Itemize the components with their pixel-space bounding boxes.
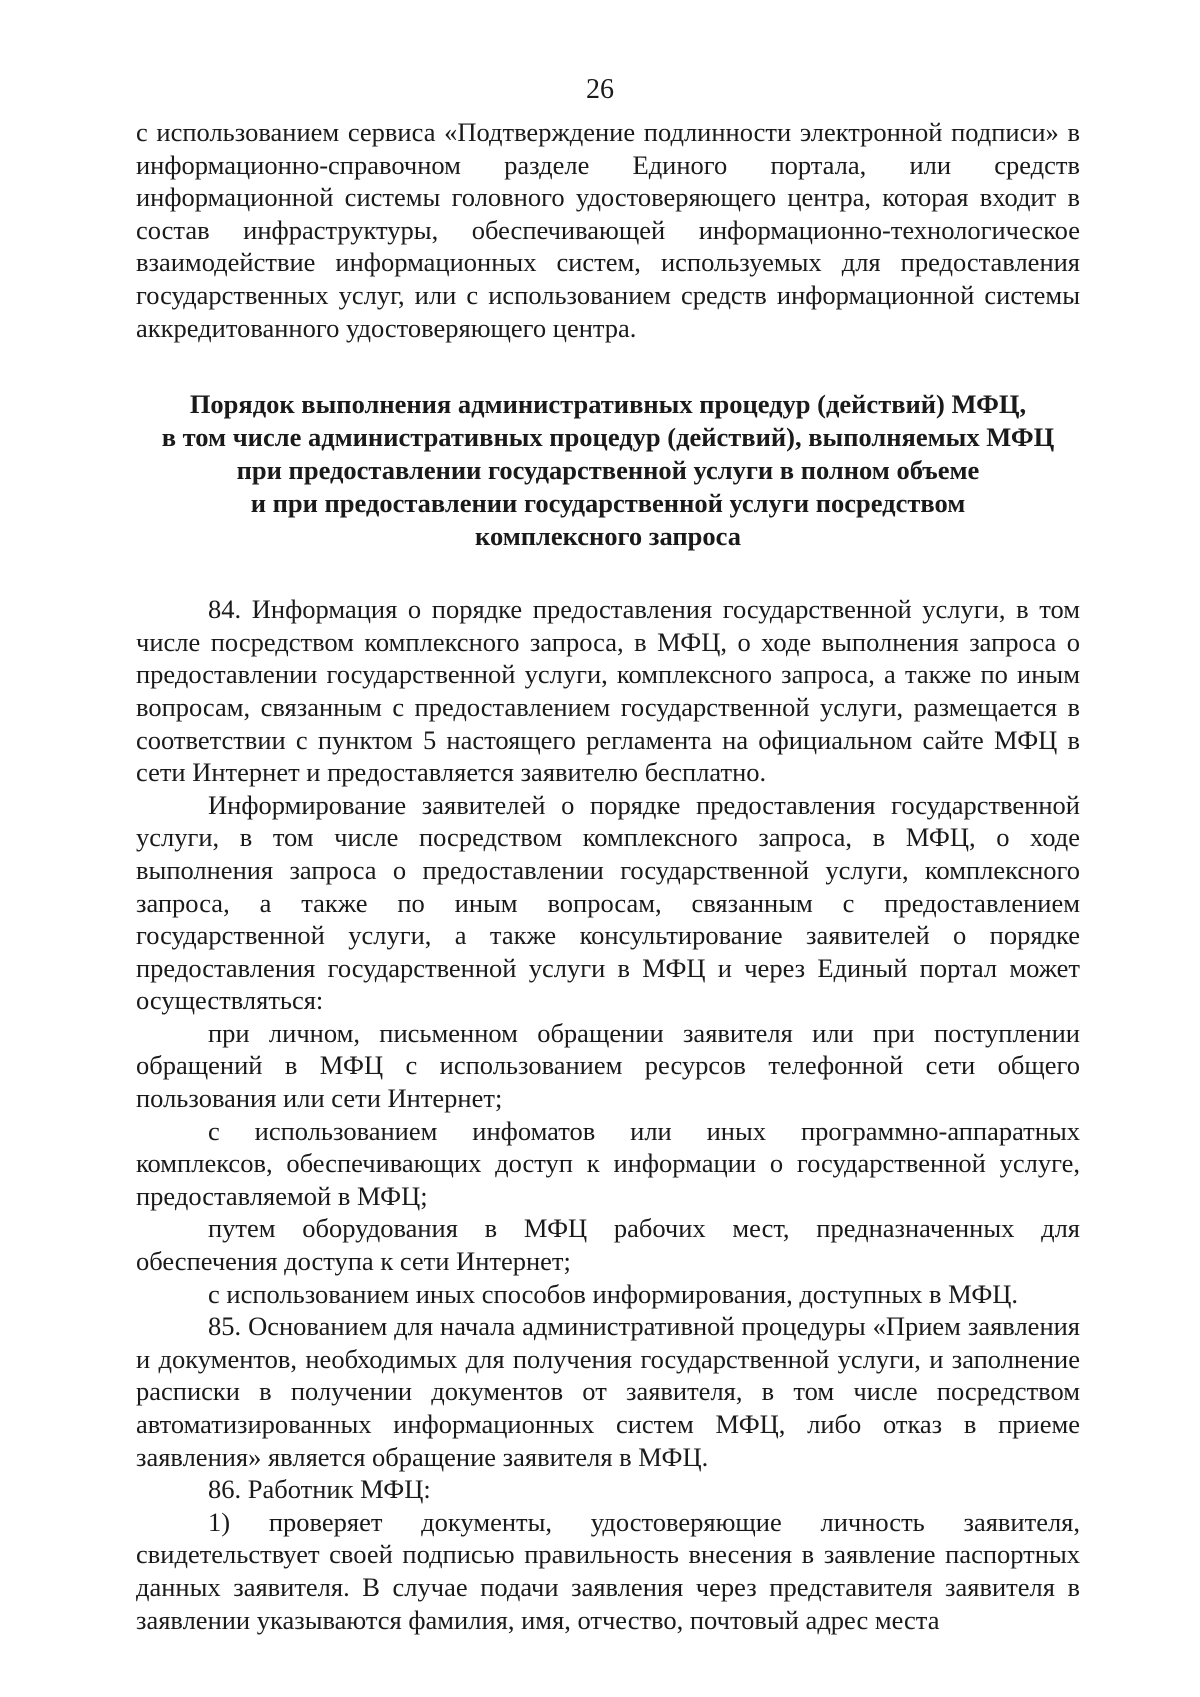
heading-line: в том числе административных процедур (действий), выполняемых МФЦ xyxy=(161,422,1055,453)
heading-line: и при предоставлении государственной услуги посредством xyxy=(250,488,966,519)
paragraph-85: 85. Основанием для начала административной процедуры «Прием заявления и документов, необходимых для получения государственной услуги, и заполнение расписки в получении документов от заявителя, в том числе посредством автоматизированных информационных систем МФЦ, либо отказ в приеме заявления» является обращение заявителя в МФЦ. xyxy=(136,1311,1080,1472)
heading-line: Порядок выполнения административных процедур (действий) МФЦ, xyxy=(189,389,1027,420)
paragraph-84: 84. Информация о порядке предоставления государственной услуги, в том числе посредством комплексного запроса, в МФЦ, о ходе выполнения запроса о предоставлении государственной услуги, комплексного запроса, а также по иным вопросам, связанным с предоставлением государственной услуги, размещается в соответствии с пунктом 5 настоящего регламента на официальном сайте МФЦ в сети Интернет и предоставляется заявителю бесплатно. xyxy=(136,594,1080,788)
list-item-personal: при личном, письменном обращении заявителя или при поступлении обращений в МФЦ с использованием ресурсов телефонной сети общего пользования или сети Интернет; xyxy=(136,1017,1080,1114)
list-item-infomats: с использованием инфоматов или иных программно-аппаратных комплексов, обеспечивающих доступ к информации о государственной услуге, предоставляемой в МФЦ; xyxy=(136,1115,1080,1211)
list-item-other-ways: с использованием иных способов информирования, доступных в МФЦ. xyxy=(208,1278,1019,1309)
page-number: 26 xyxy=(586,74,614,105)
intro-paragraph: с использованием сервиса «Подтверждение подлинности электронной подписи» в информационно-справочном разделе Единого портала, или средств информационной системы головного удостоверяющего центра, которая входит в состав инфраструктуры, обеспечивающей информационно-технологическое взаимодействие информационных систем, используемых для предоставления государственных услуг, или с использованием средств информационной системы аккредитованного удостоверяющего центра. xyxy=(136,117,1080,343)
heading-line: при предоставлении государственной услуги в полном объеме xyxy=(236,455,980,486)
document-body xyxy=(136,116,1080,1636)
paragraph-informing: Информирование заявителей о порядке предоставления государственной услуги, в том числе посредством комплексного запроса, в МФЦ, о ходе выполнения запроса о предоставлении государственной услуги, комплексного запроса, а также по иным вопросам, связанным с предоставлением государственной услуги, а также консультирование заявителей о порядке предоставления государственной услуги в МФЦ и через Единый портал может осуществляться: xyxy=(136,789,1080,1016)
paragraph-86-item-1: 1) проверяет документы, удостоверяющие личность заявителя, свидетельствует своей подписью правильность внесения в заявление паспортных данных заявителя. В случае подачи заявления через представителя заявителя в заявлении указываются фамилия, имя, отчество, почтовый адрес места xyxy=(136,1506,1080,1635)
section-heading xyxy=(136,388,1080,553)
list-item-workplaces: путем оборудования в МФЦ рабочих мест, предназначенных для обеспечения доступа к сети Интернет; xyxy=(136,1213,1080,1277)
heading-line: комплексного запроса xyxy=(475,521,741,552)
paragraph-86: 86. Работник МФЦ: xyxy=(208,1474,431,1505)
